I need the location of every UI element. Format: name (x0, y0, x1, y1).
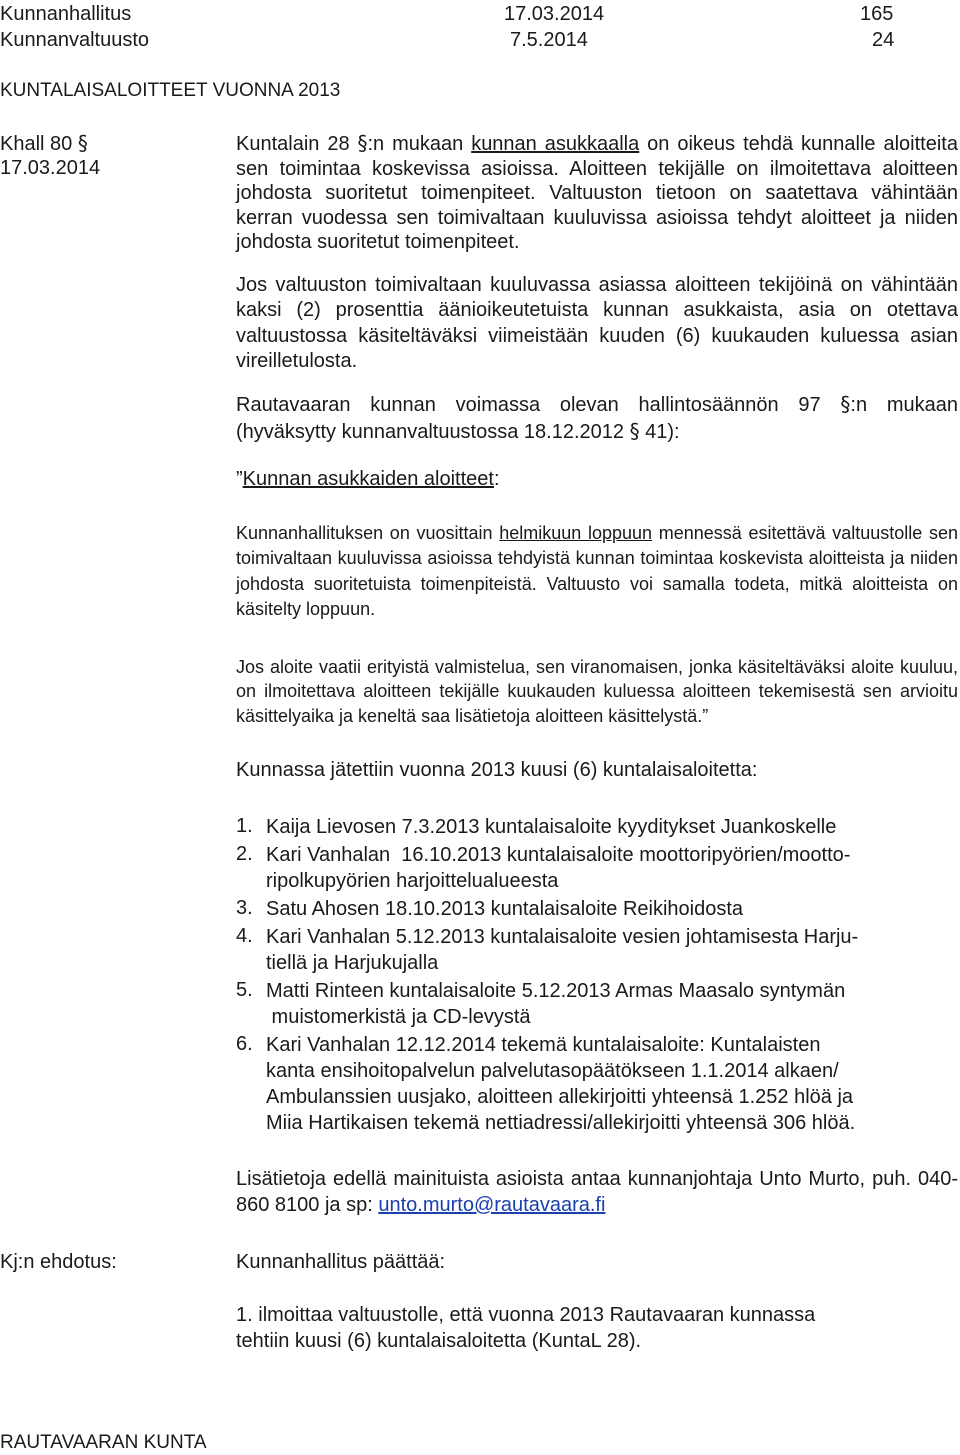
initiative-line: muistomerkistä ja CD-levystä (266, 1006, 531, 1028)
initiative-number: 6. (236, 1033, 253, 1055)
proposal-decides: Kunnanhallitus päättää: (236, 1251, 446, 1273)
initiative-line: Miia Hartikaisen tekemä nettiadressi/allekirjoitti yhteensä 306 hlöä. (266, 1112, 856, 1134)
initiative-line: Kari Vanhalan 16.10.2013 kuntalaisaloite moottoripyörien/mootto- (266, 844, 851, 866)
footer-organization: RAUTAVAARAN KUNTA (0, 1432, 207, 1453)
quote-open-mark: ” (236, 467, 243, 490)
paragraph-6: Kunnassa jätettiin vuonna 2013 kuusi (6) kuntalaisaloitetta: (236, 759, 758, 781)
paragraph-2: Jos valtuuston toimivaltaan kuuluvassa asiassa aloitteen tekijöinä on vähintään kaksi (2) prosenttia äänioikeutetuista kunnan asukkaista, asia on otettava valtuustossa käsiteltäväksi viimeistään kuuden (6) kuukauden kuluessa asian vireilletulosta. (236, 273, 958, 372)
initiative-line: Matti Rinteen kuntalaisaloite 5.12.2013 Armas Maasalo syntymän (266, 980, 846, 1002)
proposal-item-line1: ilmoittaa valtuustolle, että vuonna 2013 Rautavaaran kunnassa (258, 1304, 816, 1326)
header-date-1: 17.03.2014 (504, 3, 605, 25)
section-title: KUNTALAISALOITTEET VUONNA 2013 (0, 80, 341, 101)
khall-date: 17.03.2014 (0, 157, 101, 179)
section-sign-icon: § (629, 418, 640, 443)
initiative-item (236, 924, 958, 976)
initiative-line: Kari Vanhalan 5.12.2013 kuntalaisaloite vesien johtamisesta Harju- (266, 926, 859, 948)
para1-text-d: on oikeus tehdä kunnalle aloitteita sen toimintaa koskevissa asioissa. Aloitteen tekijälle on ilmoitettava aloitteen johdosta suoritetut toimenpiteet. Valtuuston tietoon on saatettava vähintään kerran vuodessa sen toimivaltaan kuuluvissa asioissa tehdyt aloitteet ja niiden johdosta suoritetut toimenpiteet. (236, 133, 958, 253)
initiative-line: Kaija Lievosen 7.3.2013 kuntalaisaloite kyyditykset Juankoskelle (266, 816, 837, 838)
proposal-label: Kj:n ehdotus: (0, 1251, 117, 1273)
para4-text-c: mennessä esitettävä valtuustolle sen toimivaltaan kuuluvissa asioissa tehdyistä kunnan toimintaa koskevista aloitteista ja niiden johdosta suoritetuista toimenpiteistä. Valtuusto voi samalla todeta, mitkä aloitteista on käsitelty loppuun. (236, 522, 958, 619)
section-sign-icon: § (77, 131, 88, 155)
proposal-item-line2: tehtiin kuusi (6) kuntalaisaloitetta (KuntaL 28). (236, 1330, 642, 1352)
para1-underlined-phrase: kunnan asukkaalla (471, 133, 640, 155)
quote-heading (236, 467, 958, 491)
para4-underlined-phrase: helmikuun loppuun (499, 522, 653, 543)
paragraph-1 (236, 131, 958, 255)
initiative-line: kanta ensihoitopalvelun palvelutasopäätökseen 1.1.2014 alkaen/ (266, 1060, 839, 1082)
initiative-number: 5. (236, 979, 253, 1001)
para3-text-a: Rautavaaran kunnan voimassa olevan hallintosäännön 97 (236, 393, 841, 416)
proposal-item-number: 1. (236, 1304, 253, 1326)
proposal-item (236, 1303, 815, 1327)
initiative-line: Kari Vanhalan 12.12.2014 tekemä kuntalaisaloite: Kuntalaisten (266, 1034, 821, 1056)
initiative-item (236, 896, 958, 922)
para7-text: Lisätietoja edellä mainituista asioista antaa kunnanjohtaja Unto Murto, puh. 040-860 8100 ja sp: (236, 1168, 958, 1216)
initiative-number: 1. (236, 815, 253, 837)
para3-text-c: 41): (639, 420, 680, 443)
initiative-item (236, 814, 958, 840)
initiative-list (236, 814, 958, 1136)
paragraph-3 (236, 391, 958, 445)
initiative-line: tiellä ja Harjukujalla (266, 952, 439, 974)
header-date-2: 7.5.2014 (510, 29, 588, 51)
initiative-line: Ambulanssien uusjako, aloitteen allekirjoitti yhteensä 1.252 hlöä ja (266, 1086, 854, 1108)
initiative-line: ripolkupyörien harjoittelualueesta (266, 870, 559, 892)
header-body-2: Kunnanvaltuusto (0, 29, 150, 51)
header-body-1: Kunnanhallitus (0, 3, 132, 25)
initiative-item (236, 842, 958, 894)
quote-heading-colon: : (493, 467, 500, 490)
initiative-line: Satu Ahosen 18.10.2013 kuntalaisaloite Reikihoidosta (266, 898, 744, 920)
section-sign-icon: § (357, 131, 368, 155)
initiative-number: 4. (236, 925, 253, 947)
quote-heading-title: Kunnan asukkaiden aloitteet (242, 467, 494, 490)
para1-text-b: :n mukaan (367, 133, 472, 155)
paragraph-5: Jos aloite vaatii erityistä valmistelua, sen viranomaisen, jonka käsiteltäväksi aloite kuuluu, on ilmoitettava aloitteen tekijälle kuukauden kuluessa aloitteen tekemisestä sen arvioitu käsittelyaika ja keneltä saa lisätietoja aloitteen käsittelystä.” (236, 656, 958, 726)
para4-text-a: Kunnanhallituksen on vuosittain (236, 522, 500, 543)
khall-ref (0, 131, 88, 156)
section-sign-icon: § (840, 391, 851, 416)
para1-text-a: Kuntalain 28 (236, 133, 358, 155)
initiative-item (236, 1032, 958, 1136)
initiative-number: 2. (236, 843, 253, 865)
contact-email-link[interactable]: unto.murto@rautavaara.fi (378, 1194, 606, 1216)
initiative-number: 3. (236, 897, 253, 919)
paragraph-4 (236, 521, 958, 623)
para3-text-b: :n mukaan (hyväksytty kunnanvaltuustossa 18.12.2012 (236, 393, 959, 443)
paragraph-7 (236, 1166, 958, 1218)
main-column (236, 131, 958, 1218)
initiative-item (236, 978, 958, 1030)
header-page-2: 24 (872, 29, 895, 51)
header-page-1: 165 (860, 3, 894, 25)
khall-ref-text: Khall 80 (0, 133, 73, 155)
